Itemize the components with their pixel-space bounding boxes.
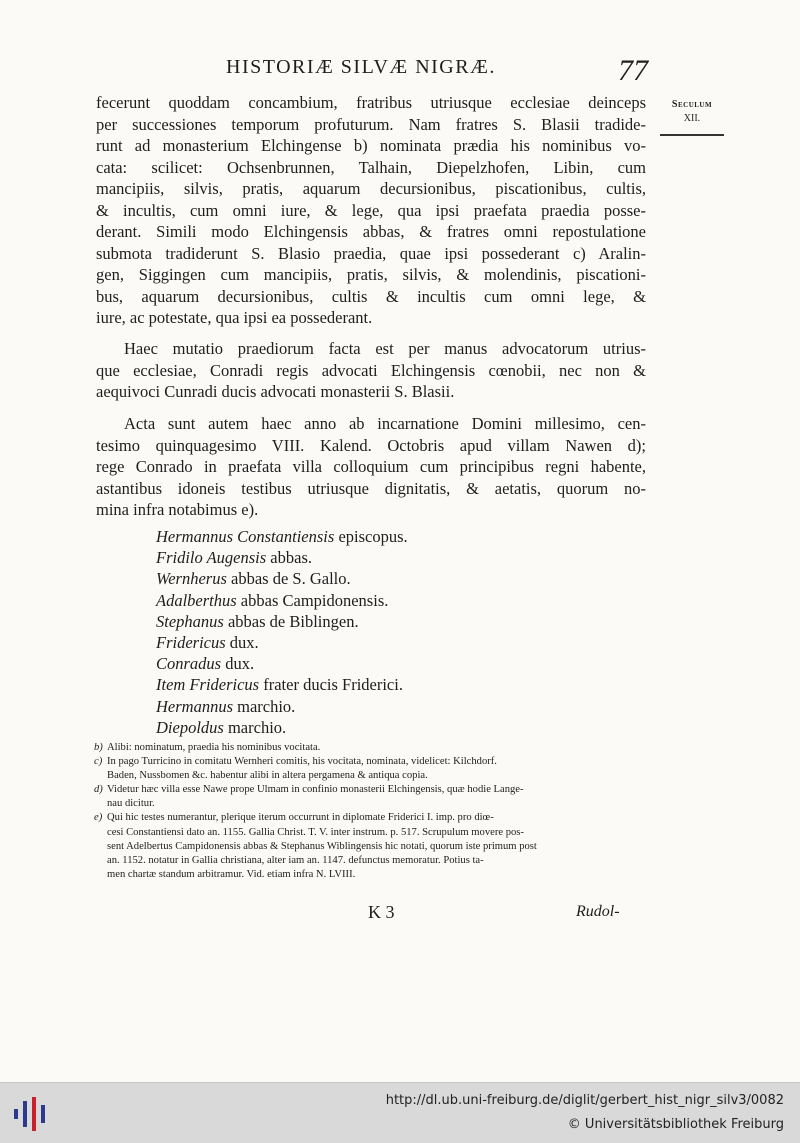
text-line: astantibus idoneis testibus utriusque dignitatis, & aetatis, quorum no- <box>96 478 646 498</box>
text-line: rege Conrado in praefata villa colloquium cum principibus regni habente, <box>96 457 646 476</box>
footnotes <box>94 741 650 882</box>
text-line: Haec mutatio praediorum facta est per manus advocatorum utrius- <box>124 339 646 358</box>
witness-name: Hermannus Constantiensis <box>156 527 335 546</box>
text-line: que ecclesiae, Conradi regis advocati Elchingensis cœnobii, nec non & <box>96 360 646 380</box>
text-line: derant. Simili modo Elchingensis abbas, & fratres omni repostulatione <box>96 222 646 241</box>
witness-role: abbas de Biblingen. <box>227 611 359 631</box>
witness-role: abbas. <box>270 548 312 568</box>
witness-name: Item Fridericus <box>156 675 260 695</box>
witness-entry <box>156 674 408 695</box>
witness-entry <box>156 526 408 547</box>
witness-name: Wernherus <box>156 569 227 589</box>
text-line: per successiones temporum profuturum. Nam fratres S. Blasii tradide- <box>96 114 646 134</box>
text-line: Acta sunt autem haec anno ab incarnatione Domini millesimo, cen- <box>124 414 646 433</box>
footnote <box>94 811 650 881</box>
footnote-line: cesi Constantiensi dato an. 1155. Gallia Christ. T. V. inter instrum. p. 517. Scrupulum movere pos- <box>107 826 524 838</box>
footnote-key: e) <box>94 812 103 824</box>
catchword: Rudol- <box>576 903 620 920</box>
footnote-key: c) <box>94 756 103 768</box>
viewer-footer <box>0 1082 800 1143</box>
footnote-line: Videtur hæc villa esse Nawe prope Ulmam in confinio monasterii Elchingensis, quæ hodie Lange- <box>107 784 524 796</box>
witness-role: abbas de S. Gallo. <box>231 569 351 589</box>
footnote <box>94 783 650 811</box>
witness-role: dux. <box>229 633 259 653</box>
witness-role: episcopus. <box>338 527 408 546</box>
footnote-key: b) <box>94 742 103 753</box>
footnote-line: In pago Turricino in comitatu Wernheri comitis, his vocitata, nominata, videlicet: Kilchdorf. <box>107 756 497 768</box>
witness-name: Fridericus <box>156 633 226 653</box>
witness-name: Fridilo Augensis <box>156 548 267 568</box>
footnote-line: Baden, Nussbomen &c. habentur alibi in altera pergamena & antiqua copia. <box>107 770 428 782</box>
witness-entry <box>156 653 408 674</box>
margin-century: XII. <box>683 113 701 124</box>
witness-name: Stephanus <box>156 611 224 631</box>
text-line: tesimo quinquagesimo VIII. Kalend. Octobris apud villam Nawen d); <box>96 435 646 455</box>
witness-role: abbas Campidonensis. <box>240 590 389 610</box>
footnote-key: d) <box>94 784 103 796</box>
witness-role: dux. <box>225 654 255 674</box>
witness-name: Diepoldus <box>156 717 224 737</box>
text-line: submota tradiderunt S. Blasio praedia, quae ipsi possederant c) Aralin- <box>96 243 646 263</box>
witness-entry <box>156 632 408 653</box>
witness-entry <box>156 717 408 738</box>
text-line: bus, aquarum decursionibus, cultis & incultis cum omni lege, & <box>96 286 646 306</box>
text-line: cata: scilicet: Ochsenbrunnen, Talhain, Diepelzhofen, Libin, cum <box>96 157 646 177</box>
witness-entry <box>156 611 408 632</box>
footnote-line: nau dicitur. <box>107 798 155 810</box>
copyright-notice: © Universitätsbibliothek Freiburg <box>567 1117 784 1132</box>
witness-name: Adalberthus <box>156 590 237 610</box>
paragraph-2 <box>96 338 646 403</box>
footnote-line: men chartæ standum arbitramur. Vid. etiam infra N. LVIII. <box>107 868 356 880</box>
footnote-line: an. 1152. notatur in Gallia christiana, alter iam an. 1147. defunctus memoratur. Potius ta- <box>107 854 484 866</box>
witness-role: marchio. <box>227 717 287 737</box>
witness-name: Hermannus <box>156 696 233 716</box>
running-header: HISTORIÆ SILVÆ NIGRÆ. <box>226 56 496 78</box>
witness-entry <box>156 547 408 568</box>
witness-role: marchio. <box>237 696 296 716</box>
witness-role: frater ducis Friderici. <box>263 675 403 695</box>
page-number: 77 <box>618 54 648 87</box>
margin-rule <box>660 134 724 136</box>
text-line: iure, ac potestate, qua ipsi ea possederant. <box>96 308 373 327</box>
text-line: fecerunt quoddam concambium, fratribus utriusque ecclesiae deinceps <box>96 93 646 112</box>
witness-list <box>156 526 408 738</box>
permalink-url[interactable]: http://dl.ub.uni-freiburg.de/diglit/gerbert_hist_nigr_silv3/0082 <box>385 1093 784 1108</box>
margin-note <box>660 98 724 136</box>
footnote <box>94 741 650 755</box>
text-line: mina infra notabimus e). <box>96 500 259 519</box>
university-logo-icon[interactable] <box>8 1095 52 1133</box>
text-line: mancipiis, silvis, pratis, aquarum decursionibus, piscationibus, cultis, <box>96 179 646 198</box>
margin-seculum: Seculum <box>671 99 713 110</box>
paragraph-3 <box>96 413 646 521</box>
text-line: gen, Siggingen cum mancipiis, pratis, silvis, & molendinis, piscationi- <box>96 265 646 284</box>
witness-entry <box>156 696 408 717</box>
witness-entry <box>156 568 408 589</box>
witness-name: Conradus <box>156 654 222 674</box>
footnote-line: Qui hic testes numerantur, plerique iterum occurrunt in diplomate Friderici I. imp. pro diœ- <box>107 812 494 824</box>
footnote-line: Alibi: nominatum, praedia his nominibus vocitata. <box>107 742 321 753</box>
text-line: runt ad monasterium Elchingense b) nominata prædia his nominibus vo- <box>96 136 646 155</box>
footnote <box>94 755 650 783</box>
paragraph-1 <box>96 92 646 329</box>
signature-mark: K 3 <box>368 902 395 922</box>
text-line: & incultis, cum omni iure, & lege, qua ipsi praefata praedia posse- <box>96 200 646 220</box>
text-line: aequivoci Cunradi ducis advocati monasterii S. Blasii. <box>96 382 455 401</box>
footnote-line: sent Adelbertus Campidonensis abbas & Stephanus Wiblingensis hic notati, quorum iste primum post <box>107 840 537 852</box>
witness-entry <box>156 590 408 611</box>
